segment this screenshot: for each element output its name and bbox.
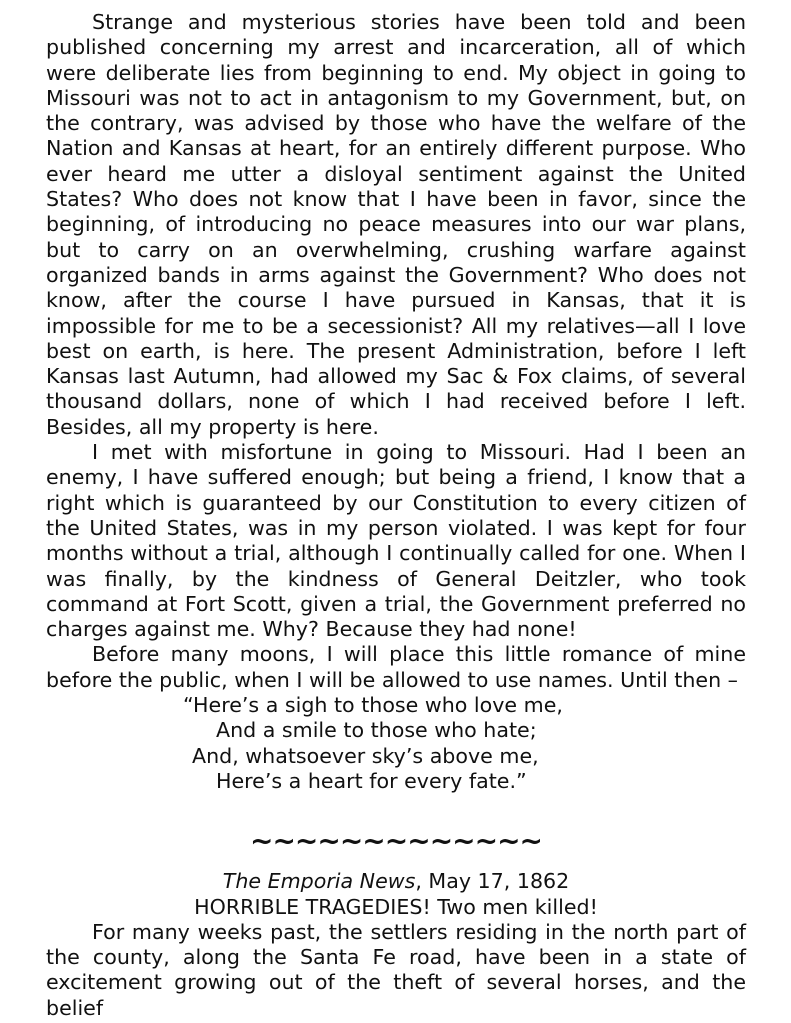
article-source — [46, 869, 746, 894]
publication-date: , May 17, 1862 — [415, 869, 570, 894]
poem-line: Here’s a heart for every fate.” — [216, 768, 527, 793]
paragraph-arrest-statement: Strange and mysterious stories have been told and been published concerning my arrest and incarceration, all of which were deliberate lies from beginning to end. My object in going to Missouri was not to act in antagonism to my Government, but, on the contrary, was advised by those who have the welfare of the Nation and Kansas at heart, for an entirely different purpose. Who ever heard me utter a disloyal sentiment against the United States? Who does not know that I have been in favor, since the beginning, of introducing no peace measures into our war plans, but to carry on an overwhelming, crushing warfare against organized bands in arms against the Government? Who does not know, after the course I have pursued in Kansas, that it is impossible for me to be a secessionist? All my relatives—all I love best on earth, is here. The present Administration, before I left Kansas last Autumn, had allowed my Sac & Fox claims, of several thousand dollars, none of which I had received before I left. Besides, all my property is here. — [46, 10, 746, 439]
paragraph-romance: Before many moons, I will place this little romance of mine before the public, when I will be allowed to use names. Until then – — [46, 642, 746, 692]
paragraph-misfortune: I met with misfortune in going to Missouri. Had I been an enemy, I have suffered enough; but being a friend, I know that a right which is guaranteed by our Constitution to every citizen of the United States, was in my person violated. I was kept for four months without a trial, although I continually called for one. When I was finally, by the kindness of General Deitzler, who took command at Fort Scott, given a trial, the Government preferred no charges against me. Why? Because they had none! — [46, 440, 746, 642]
section-divider: ~~~~~~~~~~~~~ — [250, 824, 542, 858]
publication-name: The Emporia News — [222, 869, 416, 894]
poem-line: And a smile to those who hate; — [216, 718, 537, 743]
paragraph-article-body: For many weeks past, the settlers residing in the north part of the county, along the Santa Fe road, have been in a state of excitement growing out of the theft of several horses, and the belief — [46, 919, 746, 1020]
poem-line: And, whatsoever sky’s above me, — [192, 743, 539, 768]
poem-line: “Here’s a sigh to those who love me, — [183, 693, 563, 718]
poem-stanza — [46, 693, 746, 794]
article-headline: HORRIBLE TRAGEDIES! Two men killed! — [194, 894, 598, 919]
document-page — [46, 10, 746, 1021]
